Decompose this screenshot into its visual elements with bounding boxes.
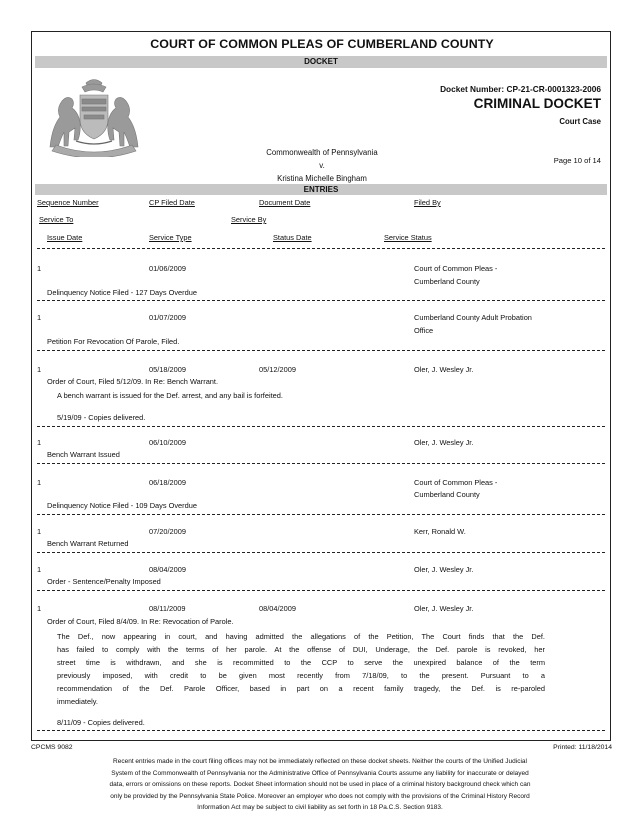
entry-filed-by: Court of Common Pleas - [414, 264, 498, 273]
entry-title: Petition For Revocation Of Parole, Filed. [47, 337, 180, 346]
entry-sequence: 1 [37, 604, 42, 613]
entry-title: Order of Court, Filed 8/4/09. In Re: Revocation of Parole. [47, 617, 234, 626]
entry-title: Order - Sentence/Penalty Imposed [47, 577, 161, 586]
entry-filed-by: Cumberland County Adult Probation [414, 313, 532, 322]
col-issue-date: Issue Date [47, 233, 83, 242]
entry-copies: 8/11/09 - Copies delivered. [57, 718, 145, 727]
court-title: COURT OF COMMON PLEAS OF CUMBERLAND COUNTY [150, 37, 494, 51]
entry-cp-filed-date: 06/18/2009 [149, 478, 186, 487]
divider [37, 463, 605, 464]
caption-versus: v. [319, 161, 325, 170]
entry-filed-by: Oler, J. Wesley Jr. [414, 565, 474, 574]
entry-cp-filed-date: 07/20/2009 [149, 527, 186, 536]
entry-copies: 5/19/09 - Copies delivered. [57, 413, 146, 422]
entry-document-date: 05/12/2009 [259, 365, 296, 374]
page-number: Page 10 of 14 [553, 156, 601, 165]
col-service-to: Service To [39, 215, 74, 224]
printed-date: Printed: 11/18/2014 [553, 744, 612, 751]
col-service-status: Service Status [384, 233, 432, 242]
col-service-by: Service By [231, 215, 267, 224]
entry-sequence: 1 [37, 565, 42, 574]
divider [37, 300, 605, 301]
entry-paragraph-line: has failed to comply with the terms of her parole. At the offense of DUI, Underage, the Def. parole is revoked, her [57, 645, 545, 654]
disclaimer-line: only be provided by the Pennsylvania State Police. Moreover an employer who does not comply with the provisions of the Criminal History Record [110, 792, 530, 800]
entry-title: Delinquency Notice Filed - 109 Days Overdue [47, 501, 197, 510]
col-filed-by: Filed By [414, 198, 441, 207]
entry-sequence: 1 [37, 313, 42, 322]
entry-filed-by: Oler, J. Wesley Jr. [414, 365, 474, 374]
criminal-docket-title: CRIMINAL DOCKET [473, 96, 601, 111]
entry-filed-by: Court of Common Pleas - [414, 478, 498, 487]
disclaimer-line: Information Act may be subject to civil liability as set forth in 18 Pa.C.S. Section 9183. [197, 804, 443, 812]
entry-paragraph-line: previously imposed, with credit to be given most recently from 7/18/09, to the present. Pursuant to a [57, 671, 545, 680]
entries-bar: ENTRIES [35, 184, 607, 195]
col-cp-filed-date: CP Filed Date [149, 198, 195, 207]
divider [37, 426, 605, 427]
entry-title: Bench Warrant Returned [47, 539, 129, 548]
entry-sequence: 1 [37, 527, 42, 536]
entry-filed-by: Kerr, Ronald W. [414, 527, 466, 536]
divider [37, 590, 605, 591]
col-status-date: Status Date [273, 233, 312, 242]
col-document-date: Document Date [259, 198, 311, 207]
entry-title: Order of Court, Filed 5/12/09. In Re: Bench Warrant. [47, 377, 219, 386]
entry-cp-filed-date: 08/11/2009 [149, 604, 186, 613]
entry-paragraph-line: street time is withdrawn, and she is recommitted to the CCP to serve the unexpired balance of the term [57, 658, 545, 667]
entry-title: Delinquency Notice Filed - 127 Days Overdue [47, 288, 197, 297]
form-id: CPCMS 9082 [31, 744, 73, 751]
entry-detail: A bench warrant is issued for the Def. arrest, and any bail is forfeited. [57, 391, 283, 400]
entry-filed-by: Oler, J. Wesley Jr. [414, 438, 474, 447]
entry-cp-filed-date: 06/10/2009 [149, 438, 186, 447]
docket-page [31, 31, 611, 741]
entry-cp-filed-date: 08/04/2009 [149, 565, 186, 574]
pennsylvania-seal-icon [42, 75, 146, 157]
entry-cp-filed-date: 01/07/2009 [149, 313, 186, 322]
disclaimer-line: System of the Commonwealth of Pennsylvania nor the Administrative Office of Pennsylvania Courts assume any liability for inaccurate or delayed [111, 769, 529, 777]
disclaimer-line: Recent entries made in the court filing offices may not be immediately reflected on these docket sheets. Neither the courts of the Unified Judicial [113, 758, 527, 765]
divider [37, 552, 605, 553]
caption-defendant: Kristina Michelle Bingham [277, 174, 367, 183]
col-sequence-number: Sequence Number [37, 198, 99, 207]
divider [37, 248, 605, 249]
entry-sequence: 1 [37, 264, 42, 273]
divider [37, 350, 605, 351]
entry-paragraph-line: immediately. [57, 697, 98, 706]
entry-cp-filed-date: 05/18/2009 [149, 365, 186, 374]
entry-title: Bench Warrant Issued [47, 450, 120, 459]
divider [37, 514, 605, 515]
entry-cp-filed-date: 01/06/2009 [149, 264, 186, 273]
disclaimer-line: data, errors or omissions on these reports. Docket Sheet information should not be used in place of a criminal history background check which can [109, 781, 531, 789]
docket-bar: DOCKET [35, 56, 607, 68]
entry-sequence: 1 [37, 438, 42, 447]
docket-number: Docket Number: CP-21-CR-0001323-2006 [440, 84, 601, 94]
entry-document-date: 08/04/2009 [259, 604, 296, 613]
entry-filed-by: Oler, J. Wesley Jr. [414, 604, 474, 613]
disclaimer [70, 756, 570, 814]
entry-filed-by: Cumberland County [414, 277, 480, 286]
entry-filed-by: Cumberland County [414, 490, 480, 499]
entry-paragraph-line: recommendation of the Def. Parole Officer, based in part on a recent family tragedy, the Def. is re-paroled [57, 684, 545, 693]
col-service-type: Service Type [149, 233, 192, 242]
entry-filed-by: Office [414, 326, 434, 335]
entry-sequence: 1 [37, 365, 42, 374]
court-case-label: Court Case [559, 117, 601, 126]
entry-sequence: 1 [37, 478, 42, 487]
caption-plaintiff: Commonwealth of Pennsylvania [266, 148, 378, 157]
entry-paragraph-line: The Def., now appearing in court, and having admitted the allegations of the Petition, The Court finds that the Def. [57, 632, 545, 641]
divider [37, 730, 605, 731]
